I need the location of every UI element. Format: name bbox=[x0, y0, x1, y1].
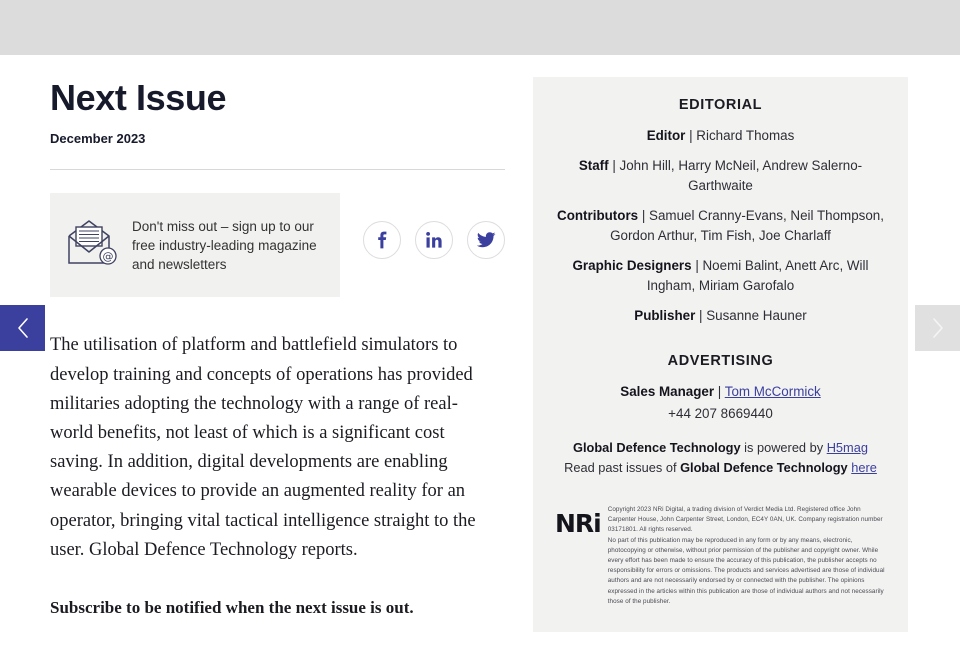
svg-text:@: @ bbox=[102, 249, 114, 263]
next-issue-button[interactable] bbox=[915, 305, 960, 351]
credit-contributors bbox=[555, 206, 886, 245]
article-cta: Subscribe to be notified when the next issue is out. bbox=[50, 598, 414, 618]
copyright-paragraph-2: No part of this publication may be reproduced in any form or by any means, electronic, photocopying or otherwise, without prior permission of the publisher and copyright owner. While every effort has been made to ensure the accuracy of this publication, the publisher accepts no responsibility for errors or omissions. The products and services advertised are those of individual authors and are not necessarily endorsed by or connected with the publisher. The opinions expressed in the articles within this publication are those of individual authors and not necessarily those of the publisher. bbox=[607, 536, 885, 605]
credit-role: Publisher bbox=[634, 308, 696, 324]
masthead-panel bbox=[533, 77, 908, 632]
prev-issue-button[interactable] bbox=[0, 305, 45, 351]
article-body: The utilisation of platform and battlefield simulators to develop training and concepts of operations has provided militaries adopting the technology with a range of real-world benefits, not least of which is a significant cost saving. In addition, digital developments are enabling wearable devices to provide an augmented reality for an operator, bringing vital tactical intelligence straight to the user. Global Defence Technology reports. bbox=[50, 335, 476, 560]
credit-role: Contributors bbox=[557, 208, 639, 224]
sales-phone: +44 207 8669440 bbox=[668, 405, 773, 421]
browser-chrome-bar bbox=[0, 0, 960, 55]
credit-names: John Hill, Harry McNeil, Andrew Salerno-Garthwaite bbox=[619, 158, 863, 193]
credit-editor bbox=[555, 126, 886, 145]
credit-names: Richard Thomas bbox=[696, 128, 795, 143]
credit-publisher bbox=[555, 306, 886, 325]
signup-row bbox=[50, 193, 505, 297]
powered-mid-text: is powered by bbox=[740, 439, 827, 455]
powered-by-block bbox=[555, 438, 886, 478]
past-issues-link[interactable]: here bbox=[851, 459, 877, 475]
title-divider bbox=[50, 169, 505, 170]
social-links bbox=[363, 221, 505, 259]
editorial-heading: EDITORIAL bbox=[678, 97, 763, 113]
credit-separator: | bbox=[685, 128, 697, 143]
credit-role: Sales Manager bbox=[620, 383, 715, 399]
advertising-heading: ADVERTISING bbox=[667, 352, 774, 369]
credit-graphic-designers bbox=[555, 256, 886, 295]
powered-by-line bbox=[555, 438, 886, 458]
nri-logo: NRi bbox=[555, 509, 601, 538]
credit-role: Editor bbox=[646, 128, 686, 143]
page-title: Next Issue bbox=[50, 77, 227, 118]
signup-text: Don't miss out – sign up to our free industry-leading magazine and newsletters bbox=[132, 218, 317, 272]
credit-names: Samuel Cranny-Evans, Neil Thompson, Gordon Arthur, Tim Fish, Joe Charlaff bbox=[610, 208, 884, 243]
credit-names: Susanne Hauner bbox=[706, 308, 807, 324]
credit-role: Graphic Designers bbox=[572, 258, 692, 274]
credit-separator: | bbox=[695, 308, 707, 324]
past-issues-line bbox=[555, 458, 886, 478]
newsletter-signup-box[interactable] bbox=[50, 193, 340, 297]
sales-manager-link[interactable]: Tom McCormick bbox=[724, 383, 821, 399]
past-issues-pre: Read past issues of bbox=[564, 459, 681, 475]
credit-separator: | bbox=[714, 383, 725, 399]
brand-name: Global Defence Technology bbox=[573, 439, 741, 455]
copyright-text bbox=[608, 505, 888, 607]
credit-separator: | bbox=[608, 158, 620, 174]
credit-role: Staff bbox=[578, 158, 609, 174]
credit-separator: | bbox=[638, 208, 650, 224]
chevron-left-icon bbox=[15, 316, 31, 340]
linkedin-icon[interactable] bbox=[415, 221, 453, 259]
issue-date: December 2023 bbox=[50, 131, 146, 147]
credit-sales-manager bbox=[555, 382, 886, 401]
credit-staff bbox=[555, 156, 886, 195]
credit-separator: | bbox=[691, 258, 703, 274]
brand-name: Global Defence Technology bbox=[680, 459, 848, 475]
h5mag-link[interactable]: H5mag bbox=[826, 439, 868, 455]
credit-names: Noemi Balint, Anett Arc, Will Ingham, Miriam Garofalo bbox=[646, 258, 869, 293]
chevron-right-icon bbox=[930, 316, 946, 340]
article-column bbox=[50, 77, 505, 618]
copyright-block bbox=[555, 505, 888, 607]
envelope-at-icon bbox=[66, 219, 118, 272]
twitter-icon[interactable] bbox=[467, 221, 505, 259]
copyright-paragraph-1: Copyright 2023 NRi Digital, a trading division of Verdict Media Ltd. Registered office John Carpenter House, John Carpenter Street, London, EC4Y 0AN, UK. Company registration number 03171801. All rights reserved. bbox=[607, 506, 883, 534]
facebook-icon[interactable] bbox=[363, 221, 401, 259]
